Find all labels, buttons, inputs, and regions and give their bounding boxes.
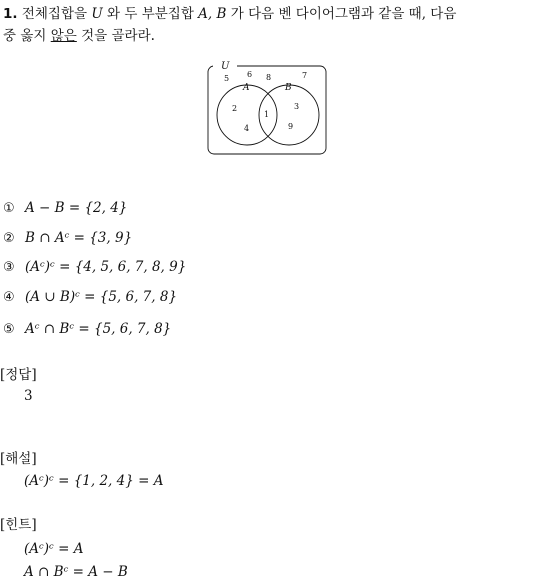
venn-element: 8 [266,73,272,82]
answer-section [0,365,37,404]
hint-line: A ∩ Bᶜ = A − B [24,564,128,580]
option-number: ② [3,231,15,246]
question-number: 1. [3,6,18,22]
venn-element: 2 [232,104,238,113]
option-number: ③ [3,260,15,275]
option-5[interactable] [3,319,171,339]
option-text: A − B = {2, 4} [25,200,128,216]
hint-section [0,515,128,580]
option-text: (A ∪ B)ᶜ = {5, 6, 7, 8} [25,289,178,305]
venn-element: 4 [244,124,250,133]
option-number: ① [3,201,15,216]
universe-symbol: U [91,6,103,22]
question-text [3,3,533,47]
question-part: 중 옳지 [3,28,47,44]
venn-element: 9 [288,122,294,131]
option-4[interactable] [3,287,177,307]
explanation-heading: [해설] [0,451,37,467]
question-part: 전체집합을 [21,6,88,22]
venn-element: 6 [247,70,253,79]
hint-line: (Aᶜ)ᶜ = A [24,541,84,557]
hint-heading: [힌트] [0,517,37,533]
option-text: (Aᶜ)ᶜ = {4, 5, 6, 7, 8, 9} [25,259,187,275]
option-2[interactable] [3,228,132,248]
venn-element: 5 [224,74,230,83]
option-number: ⑤ [3,322,15,337]
underlined-word: 않은 [50,28,77,44]
answer-value: 3 [24,388,33,404]
set-b-label: B [285,83,292,93]
venn-element: 7 [302,71,308,80]
set-a-label: A [243,83,250,93]
question-part: 와 두 부분집합 [107,6,194,22]
set-b-symbol: B [216,6,227,22]
venn-diagram [206,60,328,156]
question-part: 가 다음 벤 다이어그램과 같을 때, 다음 [230,6,457,22]
option-number: ④ [3,290,15,305]
universe-label: U [221,61,230,72]
venn-element: 1 [264,110,270,119]
option-3[interactable] [3,257,186,277]
venn-element: 3 [294,102,300,111]
explanation-line: (Aᶜ)ᶜ = {1, 2, 4} = A [24,473,164,489]
question-part: 것을 골라라. [81,28,155,44]
option-text: B ∩ Aᶜ = {3, 9} [25,230,133,246]
explanation-section [0,449,164,489]
answer-heading: [정답] [0,367,37,383]
set-a-symbol: A, [198,6,213,22]
option-1[interactable] [3,198,127,218]
option-text: Aᶜ ∩ Bᶜ = {5, 6, 7, 8} [25,321,172,337]
